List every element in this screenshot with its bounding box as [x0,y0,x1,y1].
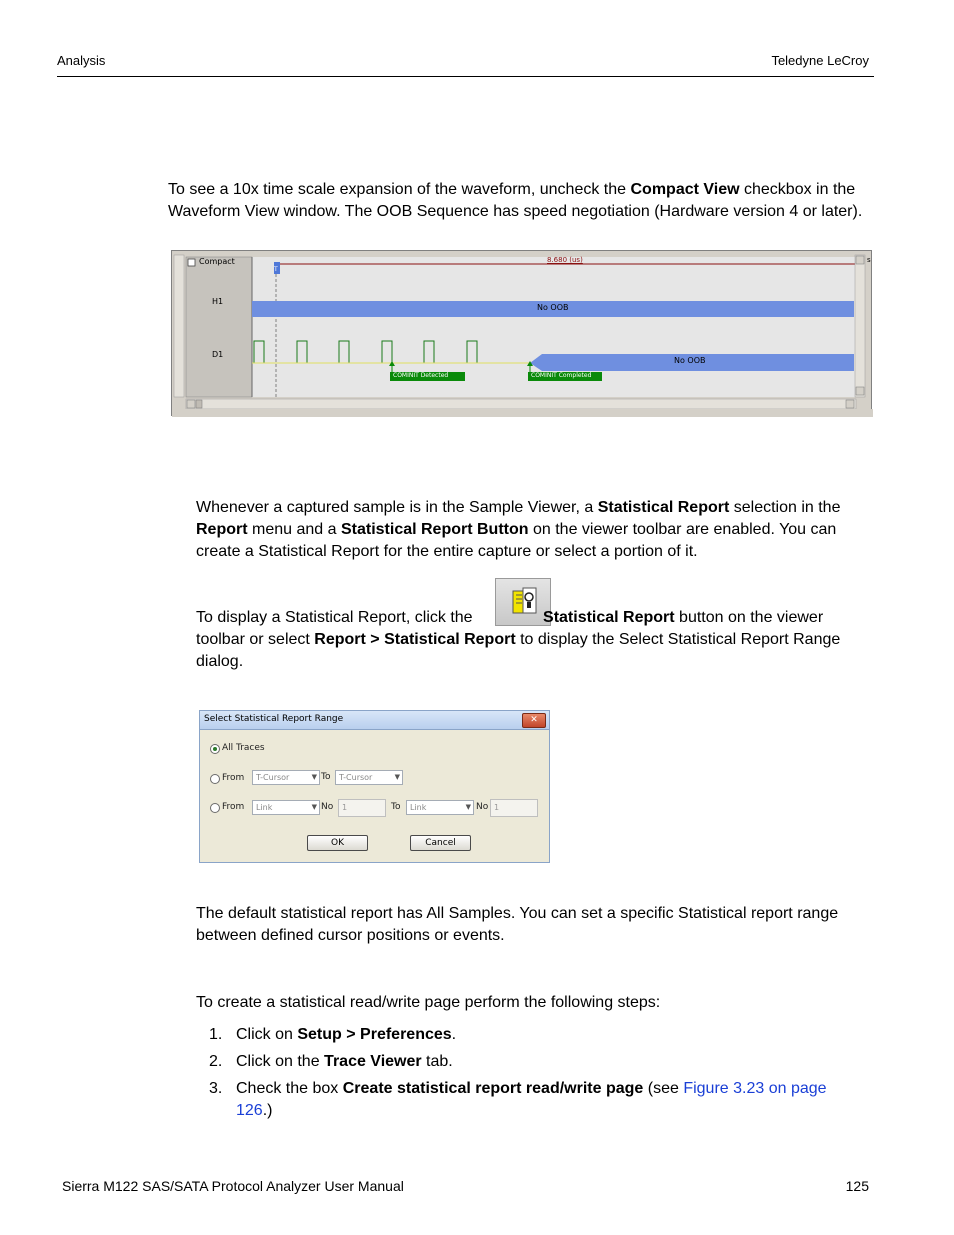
statistical-report-paragraph: Whenever a captured sample is in the Sample Viewer, a Statistical Report selection in the Report menu and a Statistical Report Button on the viewer toolbar are enabled. You can create a Statistical Report for the entire capture or select a portion of it. [196,499,841,560]
from-event-label: From [222,802,245,812]
time-span-label: 8.680 (us) [547,256,583,264]
row-label-h1: H1 [212,297,224,306]
cominit-detected-text: COMINIT Detected [393,372,449,379]
chevron-down-icon: ▼ [465,803,471,811]
figure-link[interactable]: Figure 3.23 on page 126 [236,1080,827,1119]
from-number-label: No [321,802,334,812]
d1-bar-text: No OOB [674,356,706,365]
h1-bar-text: No OOB [537,303,569,312]
vertical-scrollbar[interactable] [855,255,865,397]
list-item: 3. Check the box Create statistical report read/write page (see Figure 3.23 on page 126.) [209,1080,827,1119]
steps-intro: To create a statistical read/write page perform the following steps: [196,994,661,1011]
display-paragraph: To display a Statistical Report, click the Statistical Report button on the viewer toolbar or select Report > Statistical Report to display the Select Statistical Report Range dialog. [196,609,841,670]
dialog-title: Select Statistical Report Range [204,714,344,724]
from-event-radio[interactable] [210,803,220,813]
list-item: 2. Click on the Trace Viewer tab. [209,1053,453,1070]
from-cursor-label: From [222,773,245,783]
row-label-d1: D1 [212,350,224,359]
header-rule [57,76,874,77]
list-item: 1. Click on Setup > Preferences. [209,1026,457,1043]
footer-title: Sierra M122 SAS/SATA Protocol Analyzer User Manual [62,1178,404,1194]
to-number-label: No [476,802,489,812]
to-event-select[interactable]: Link ▼ [406,800,474,815]
waveform-view-screenshot [171,250,872,416]
all-traces-radio[interactable] [210,744,220,754]
cancel-button[interactable]: Cancel [410,835,471,851]
from-number-field[interactable]: 1 [338,799,386,817]
page-number: 125 [845,1178,869,1194]
dialog-title-bar [200,711,549,730]
running-header-section: Analysis [57,53,106,68]
compact-checkbox[interactable] [188,259,195,266]
from-event-select[interactable]: Link ▼ [252,800,320,815]
all-traces-label: All Traces [222,743,265,753]
close-icon[interactable]: ✕ [522,713,546,728]
chevron-down-icon: ▼ [311,773,317,781]
to-event-label: To [391,802,401,812]
compact-label: Compact [199,257,235,266]
to-cursor-label: To [321,772,331,782]
waveform-graphic [172,251,873,417]
from-cursor-select[interactable]: T-Cursor ▼ [252,770,320,785]
to-cursor-select[interactable]: T-Cursor ▼ [335,770,403,785]
chevron-down-icon: ▼ [311,803,317,811]
intro-paragraph: To see a 10x time scale expansion of the waveform, uncheck the Compact View checkbox in the Waveform View window. The OOB Sequence has speed negotiation (Hardware version 4 or later). [168,181,863,220]
side-text: s [867,256,871,264]
horizontal-scrollbar[interactable] [186,399,856,409]
ok-button[interactable]: OK [307,835,368,851]
to-number-field[interactable]: 1 [490,799,538,817]
default-report-paragraph: The default statistical report has All Samples. You can set a specific Statistical report range between defined cursor positions or events. [196,905,839,944]
cominit-completed-text: COMINIT Completed [531,372,592,379]
select-statistical-report-range-dialog [199,710,550,863]
chevron-down-icon: ▼ [394,773,400,781]
from-cursor-radio[interactable] [210,774,220,784]
cursor-label: T [274,266,278,273]
steps-list [196,1024,836,1127]
running-header-company: Teledyne LeCroy [771,53,869,68]
